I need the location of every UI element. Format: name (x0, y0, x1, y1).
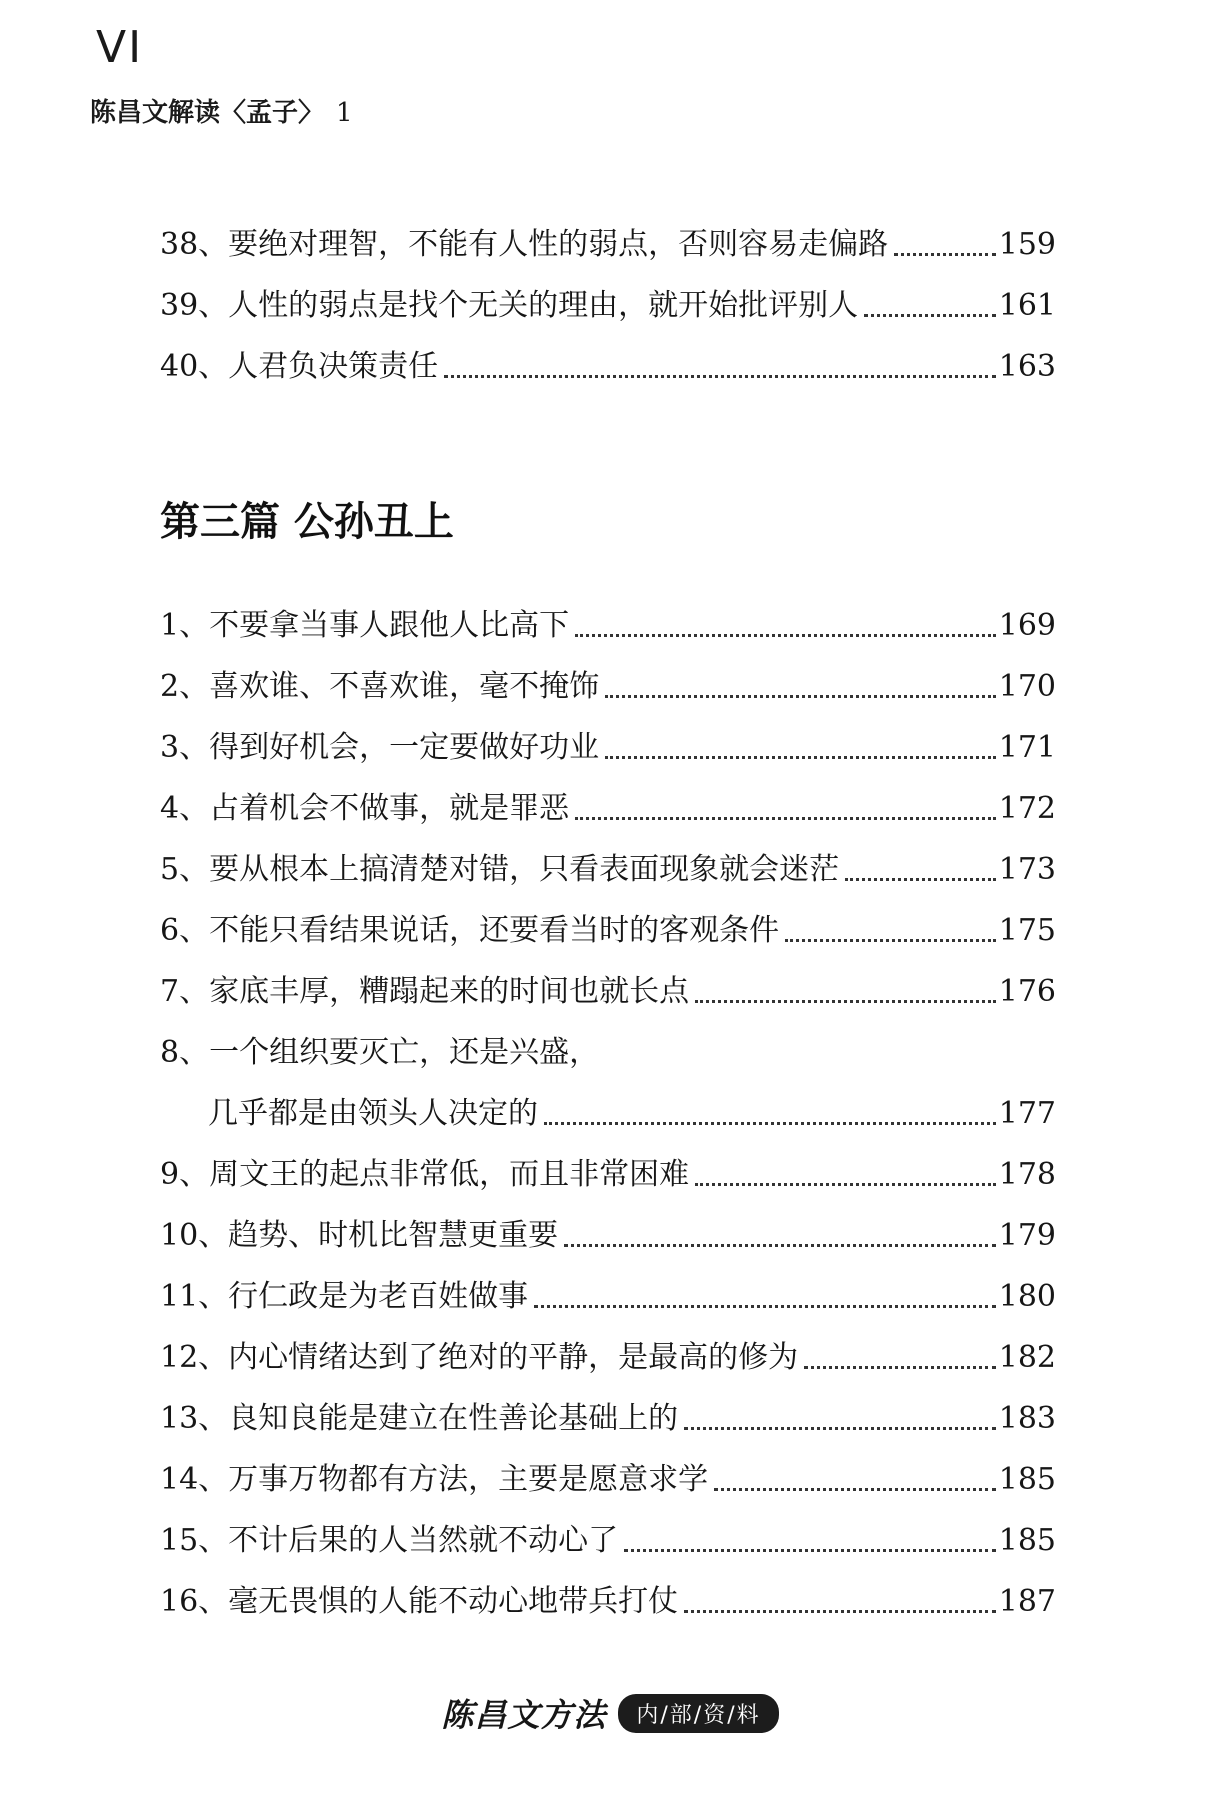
running-title (90, 92, 353, 129)
toc-entry (160, 585, 1056, 646)
toc-list-section (160, 585, 1056, 1622)
toc-entry (160, 890, 1056, 951)
toc-entry (160, 1256, 1056, 1317)
toc-entry (160, 1134, 1056, 1195)
toc-entry-title: 几乎都是由领头人决定的 (208, 1096, 538, 1131)
toc-entry-page: 178 (998, 1157, 1056, 1192)
toc-entry (160, 1561, 1056, 1622)
toc-list-previous-section (160, 204, 1056, 387)
toc-entry-title: 2、喜欢谁、不喜欢谁，毫不掩饰 (160, 669, 600, 704)
toc-entry-title: 6、不能只看结果说话，还要看当时的客观条件 (160, 913, 780, 948)
toc-entry-page: 159 (998, 227, 1056, 262)
dot-leader (785, 939, 996, 942)
toc-entry-title: 9、周文王的起点非常低，而且非常困难 (160, 1157, 690, 1192)
book-title: 陈昌文解读〈孟子〉 (90, 98, 325, 128)
toc-entry (160, 1073, 1056, 1134)
dot-leader (845, 878, 996, 881)
toc-entry-title: 3、得到好机会，一定要做好功业 (160, 730, 600, 765)
toc-entry (160, 1195, 1056, 1256)
dot-leader (605, 695, 996, 698)
toc-entry-title: 1、不要拿当事人跟他人比高下 (160, 608, 570, 643)
toc-entry (160, 1439, 1056, 1500)
dot-leader (564, 1244, 996, 1247)
toc-entry (160, 951, 1056, 1012)
dot-leader (695, 1183, 996, 1186)
section-title: 第三篇 公孙丑上 (160, 498, 454, 545)
toc-entry-page: 161 (998, 288, 1056, 323)
toc-entry (160, 204, 1056, 265)
dot-leader (544, 1122, 996, 1125)
toc-entry (160, 768, 1056, 829)
dot-leader (714, 1488, 996, 1491)
dot-leader (444, 375, 996, 378)
footer-badge: 内/部/资/料 (618, 1694, 778, 1733)
toc-entry-title: 14、万事万物都有方法，主要是愿意求学 (160, 1462, 709, 1497)
dot-leader (575, 817, 996, 820)
dot-leader (894, 253, 996, 256)
dot-leader (605, 756, 996, 759)
toc-entry-page: 172 (998, 791, 1056, 826)
toc-entry-page: 169 (998, 608, 1056, 643)
toc-entry-title: 8、一个组织要灭亡，还是兴盛， (160, 1035, 600, 1070)
toc-entry (160, 265, 1056, 326)
toc-entry-title: 39、人性的弱点是找个无关的理由，就开始批评别人 (160, 288, 859, 323)
toc-entry (160, 1378, 1056, 1439)
toc-entry-page: 177 (998, 1096, 1056, 1131)
toc-entry-title: 13、良知良能是建立在性善论基础上的 (160, 1401, 679, 1436)
toc-entry (160, 1500, 1056, 1561)
toc-entry-page: 170 (998, 669, 1056, 704)
toc-entry-page: 173 (998, 852, 1056, 887)
toc-entry (160, 707, 1056, 768)
toc-entry-title: 11、行仁政是为老百姓做事 (160, 1279, 529, 1314)
toc-entry-page: 171 (998, 730, 1056, 765)
dot-leader (624, 1549, 996, 1552)
toc-entry-title: 16、毫无畏惧的人能不动心地带兵打仗 (160, 1584, 679, 1619)
page-folio: VI (96, 22, 144, 73)
footer-brand: 陈昌文方法 (441, 1696, 607, 1734)
toc-entry-title: 12、内心情绪达到了绝对的平静，是最高的修为 (160, 1340, 799, 1375)
dot-leader (684, 1610, 996, 1613)
toc-entry-page: 183 (998, 1401, 1056, 1436)
toc-entry (160, 1317, 1056, 1378)
toc-entry-page: 187 (998, 1584, 1056, 1619)
toc-entry-page: 185 (998, 1523, 1056, 1558)
volume-number: 1 (336, 98, 353, 128)
toc-entry-title: 40、人君负决策责任 (160, 349, 439, 384)
dot-leader (804, 1366, 996, 1369)
toc-entry-page: 179 (998, 1218, 1056, 1253)
toc-entry-title: 10、趋势、时机比智慧更重要 (160, 1218, 559, 1253)
toc-entry (160, 829, 1056, 890)
toc-entry (160, 326, 1056, 387)
toc-entry-page: 182 (998, 1340, 1056, 1375)
toc-entry-title: 5、要从根本上搞清楚对错，只看表面现象就会迷茫 (160, 852, 840, 887)
toc-entry-title: 7、家底丰厚，糟蹋起来的时间也就长点 (160, 974, 690, 1009)
dot-leader (684, 1427, 996, 1430)
toc-entry-page: 175 (998, 913, 1056, 948)
toc-entry-title: 15、不计后果的人当然就不动心了 (160, 1523, 619, 1558)
footer (0, 1690, 1220, 1736)
dot-leader (695, 1000, 996, 1003)
dot-leader (575, 634, 996, 637)
toc-entry-title: 4、占着机会不做事，就是罪恶 (160, 791, 570, 826)
toc-entry-page: 176 (998, 974, 1056, 1009)
toc-entry-title: 38、要绝对理智，不能有人性的弱点，否则容易走偏路 (160, 227, 889, 262)
toc-entry-page: 180 (998, 1279, 1056, 1314)
toc-entry (160, 646, 1056, 707)
toc-entry (160, 1012, 1056, 1073)
toc-entry-page: 163 (998, 349, 1056, 384)
dot-leader (534, 1305, 996, 1308)
dot-leader (864, 314, 996, 317)
toc-entry-page: 185 (998, 1462, 1056, 1497)
